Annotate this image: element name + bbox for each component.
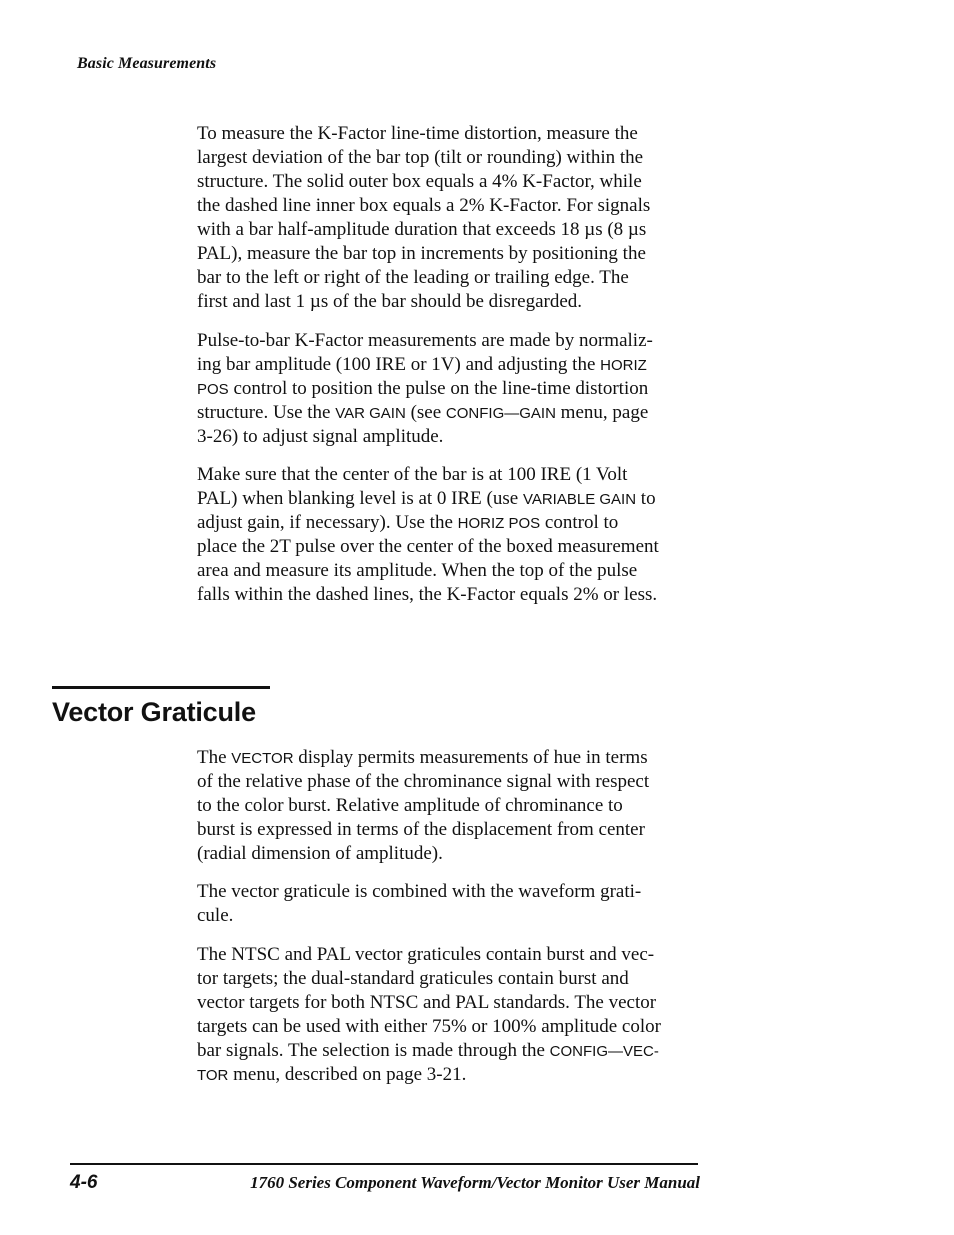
paragraph-line: with a bar half-amplitude duration that exceeds 18 µs (8 µs xyxy=(197,219,647,240)
text-run: control to xyxy=(540,512,619,533)
text-run: control to position the pulse on the line-time distortion xyxy=(228,378,649,399)
paragraph-line: structure. The solid outer box equals a 4% K-Factor, while xyxy=(197,171,642,192)
text-run: menu, page xyxy=(555,402,649,423)
control-name-vector: VECTOR xyxy=(231,750,294,767)
text-run: The xyxy=(197,747,232,768)
menu-name-tor: TOR xyxy=(197,1067,229,1084)
paragraph-line: to the color burst. Relative amplitude of chrominance to xyxy=(197,795,623,816)
text-run: to xyxy=(636,488,656,509)
paragraph-line: tor targets; the dual-standard graticules contain burst and xyxy=(197,968,629,989)
paragraph-line: area and measure its amplitude. When the top of the pulse xyxy=(197,560,638,581)
paragraph-line xyxy=(197,353,707,377)
control-name-horiz-pos: HORIZ POS xyxy=(457,515,541,532)
control-name-pos: POS xyxy=(197,381,229,398)
text-run: bar signals. The selection is made through the xyxy=(197,1040,550,1061)
paragraph-vector-display xyxy=(197,746,707,866)
paragraph-line: (radial dimension of amplitude). xyxy=(197,843,443,864)
manual-title: 1760 Series Component Waveform/Vector Monitor User Manual xyxy=(250,1173,700,1192)
paragraph-ntsc-pal-targets xyxy=(197,943,707,1087)
paragraph-line xyxy=(197,377,707,401)
text-run: structure. Use the xyxy=(197,402,336,423)
paragraph-line: first and last 1 µs of the bar should be disregarded. xyxy=(197,291,583,312)
running-head: Basic Measurements xyxy=(77,55,217,72)
paragraph-line xyxy=(197,511,707,535)
text-run: (see xyxy=(405,402,446,423)
paragraph-line: burst is expressed in terms of the displacement from center xyxy=(197,819,645,840)
menu-name-config-gain: CONFIG—GAIN xyxy=(445,405,556,422)
paragraph-bar-center xyxy=(197,463,707,607)
control-name-var-gain: VAR GAIN xyxy=(335,405,406,422)
paragraph-line: PAL), measure the bar top in increments by positioning the xyxy=(197,243,646,264)
paragraph-line xyxy=(197,746,707,770)
control-name-horiz: HORIZ xyxy=(600,357,647,374)
paragraph-line: vector targets for both NTSC and PAL standards. The vector xyxy=(197,992,657,1013)
text-run: ing bar amplitude (100 IRE or 1V) and adjusting the xyxy=(197,354,601,375)
paragraph-line xyxy=(197,1039,707,1063)
paragraph-line: 3-26) to adjust signal amplitude. xyxy=(197,426,444,447)
menu-name-config-vector: CONFIG—VEC- xyxy=(549,1043,659,1060)
text-run: adjust gain, if necessary). Use the xyxy=(197,512,458,533)
paragraph-line: To measure the K-Factor line-time distortion, measure the xyxy=(197,123,638,144)
paragraph-line: the dashed line inner box equals a 2% K-Factor. For signals xyxy=(197,195,651,216)
paragraph-line xyxy=(197,487,707,511)
paragraph-line: of the relative phase of the chrominance signal with respect xyxy=(197,771,650,792)
paragraph-line xyxy=(197,1063,707,1087)
paragraph-line: bar to the left or right of the leading or trailing edge. The xyxy=(197,267,629,288)
text-run: display permits measurements of hue in terms xyxy=(293,747,648,768)
paragraph-line: place the 2T pulse over the center of the boxed measurement xyxy=(197,536,659,557)
paragraph-line: The NTSC and PAL vector graticules contain burst and vec- xyxy=(197,944,655,965)
paragraph-line: falls within the dashed lines, the K-Factor equals 2% or less. xyxy=(197,584,658,605)
paragraph-pulse-to-bar xyxy=(197,329,707,449)
paragraph-line: Pulse-to-bar K-Factor measurements are made by normaliz- xyxy=(197,330,653,351)
paragraph-line: cule. xyxy=(197,905,234,926)
paragraph-line: Make sure that the center of the bar is at 100 IRE (1 Volt xyxy=(197,464,628,485)
paragraph-line xyxy=(197,401,707,425)
paragraph-k-factor-line-time xyxy=(197,122,707,314)
footer-rule xyxy=(70,1163,698,1165)
paragraph-line: largest deviation of the bar top (tilt or rounding) within the xyxy=(197,147,644,168)
page-number: 4-6 xyxy=(70,1172,98,1193)
section-rule xyxy=(52,686,270,689)
text-run: PAL) when blanking level is at 0 IRE (use xyxy=(197,488,523,509)
section-title: Vector Graticule xyxy=(52,697,256,727)
paragraph-line: The vector graticule is combined with the waveform grati- xyxy=(197,881,642,902)
paragraph-line: targets can be used with either 75% or 100% amplitude color xyxy=(197,1016,661,1037)
text-run: menu, described on page 3-21. xyxy=(228,1064,467,1085)
control-name-variable-gain: VARIABLE GAIN xyxy=(522,491,637,508)
paragraph-vector-graticule-combined xyxy=(197,880,707,928)
